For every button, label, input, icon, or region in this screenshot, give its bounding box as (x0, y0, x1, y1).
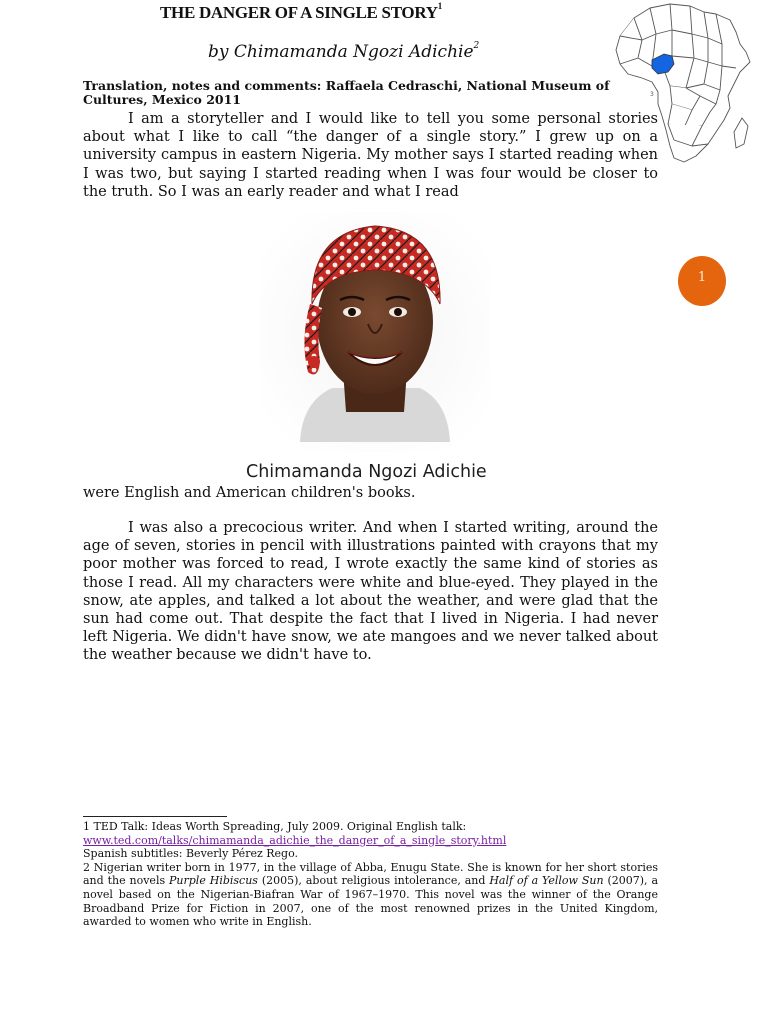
footnote-2-part2: (2005), about religious intolerance, and (257, 874, 490, 888)
paragraph-1-text: I am a storyteller and I would like to tell you some personal stories about what I like to call “the danger of a single story.” I grew up on a university campus in eastern Nigeria. My mother says I started reading when I was two, but saying I started reading when I was four would be closer to the truth. So I was an early reader and what I read (83, 111, 658, 200)
byline-text: by Chimamanda Ngozi Adichie (208, 42, 474, 62)
footnote-1-text: 1 TED Talk: Ideas Worth Spreading, July 2009. Original English talk: (83, 820, 467, 833)
title-text: THE DANGER OF A SINGLE STORY (160, 3, 438, 22)
footnote-2-part3: (2007), a novel based on the Nigerian-Biafran War of 1967–1970. This novel was the winner of the Orange Broadband Prize for Fiction in 2007, one of the most renowned prizes in the United Kingdom, awarded to women who write in English. (83, 874, 659, 929)
footnote-2-part1: 2 Nigerian writer born in 1977, in the village of Abba, Enugu State. She is known for her short stories and the novels (83, 860, 658, 888)
title-footnote-marker[interactable]: 1 (437, 1, 442, 11)
page-number-badge: 1 (678, 256, 726, 306)
paragraph-2-text: I was also a precocious writer. And when I started writing, around the age of seven, stories in pencil with illustrations painted with crayons that my poor mother was forced to read, I wrote exactly the same kind of stories as those I read. All my characters were white and blue-eyed. They played in the snow, ate apples, and talked a lot about the weather, and were glad that the sun had come out. That despite the fact that I lived in Nigeria. I had never left Nigeria. We didn't have snow, we ate mangoes and we never talked about the weather because we didn't have to. (83, 520, 658, 664)
footnote-2-novel-2: Half of a Yellow Sun (489, 874, 604, 888)
author-photo (240, 212, 510, 488)
footnote-2-novel-1: Purple Hibiscus (169, 874, 258, 888)
paragraph-2 (83, 519, 658, 665)
svg-text:3: 3 (650, 91, 654, 98)
byline-footnote-marker[interactable]: 2 (473, 41, 480, 51)
paragraph-1 (83, 110, 658, 201)
portrait-image (240, 212, 510, 462)
footnote-1-link[interactable]: www.ted.com/talks/chimamanda_adichie_the_danger_of_a_single_story.html (83, 833, 507, 847)
footnote-2 (83, 861, 658, 929)
footnote-1-subtitles: Spanish subtitles: Beverly Pérez Rego. (83, 847, 299, 861)
translation-credits: Translation, notes and comments: Raffaela Cedraschi, National Museum of Cultures, Mexico 2011 (83, 78, 610, 107)
document-title (160, 3, 490, 23)
paragraph-1-continuation: were English and American children's books. (83, 485, 416, 501)
photo-caption: Chimamanda Ngozi Adichie (246, 462, 487, 482)
author-byline (208, 42, 508, 62)
footnotes (83, 820, 658, 929)
footnote-divider (83, 816, 227, 817)
